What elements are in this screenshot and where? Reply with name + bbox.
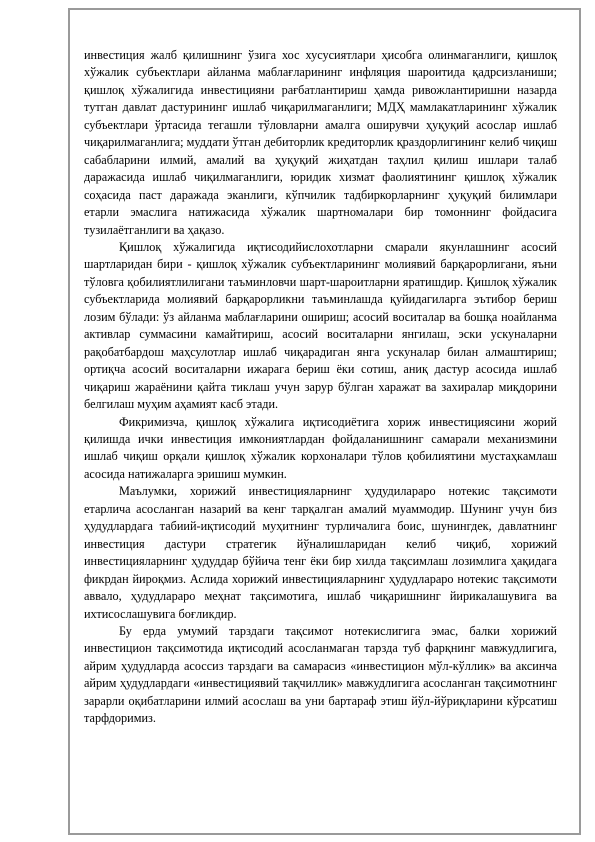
paragraph-3: Фикримизча, қишлоқ хўжалига иқтисодиётига хориж инвестициясини жорий қилишда ички инвестиция имкониятлардан фойдаланишнинг самарали механизмини ишлаб чиқиш орқали қишлоқ хўжалик корхоналари тўлов қобилиятини мустаҳкамлаш асосида натижаларга эришиш мумкин. [84, 414, 557, 481]
paragraph-5: Бу ерда умумий тарздаги тақсимот нотекислигига эмас, балки хорижий инвестицион тақсимотида иқтисодий асосланмаган тарзда туб фарқнинг мавжудлигига, айрим ҳудудларда асоссиз тарздаги ва самарасиз «инвестицион мўл-кўллик» ва аксинча айрим ҳудудлардаги «инвестициявий тақчиллик» мавжудлигига асосланган тақсимотнинг зарарли оқибатларини илмий асослаш ва уни бартараф этиш йўл-йўриқларини кўрсатиш тарфдоримиз. [84, 623, 557, 726]
document-body [84, 47, 557, 728]
paragraph-1: инвестиция жалб қилишнинг ўзига хос хусусиятлари ҳисобга олинмаганлиги, қишлоқ хўжалик субъектлари айланма маблағларининг инфляция шароитида қадрсизланиши; қишлоқ хўжалигида инвестицияни рағбатлантириш ҳамда ривожлантиришни назарда тутган давлат дастурининг ишлаб чиқарилмаганлиги; МДҲ мамлакатларининг хўжалик субъектлари ўртасида тегашли тўловларни амалга оширувчи ҳуқуқий асослар ишлаб чиқарилмаганлига; муддати ўтган дебиторлик кредиторлик қраздорлигининг келиб чиқиш сабабларини илмий, амалий ва ҳуқуқий жиҳатдан таҳлил қилиш ишлари талаб даражасида ишлаб чиқилмаганлиги, юридик хизмат фаолиятининг қишлоқ хўжалик соҳасида паст даражада эканлиги, кўпчилик тадбиркорларнинг ҳуқуқий билимлари етарли эмаслига натижасида хўжалик шартномалари бир томоннинг фойдасига тузилаётганлиги ва ҳақазо. [84, 48, 557, 237]
paragraph-2: Қишлоқ хўжалигида иқтисодийислохотларни смарали якунлашнинг асосий шартларидан бири - қишлоқ хўжалик субъектларининг молиявий барқарорлигани, яъни тўловга қобилиятлилигани таъминловчи шарт-шароитларни яратишдир. Қишлоқ хўжалик субъектларида молиявий барқарорликни таъминлашда қуйидагиларга эътибор бериш лозим бўлади: ўз айланма маблағларини ошириш; асосий воситалар ва бошқа ноайланма активлар суммасини камайтириш, асосий воситаларни янгилаш, эски ускуналарни рақобатбардош маҳсулотлар ишлаб чиқарадиган янга ускуналар билан алмаштириш; ортиқча асосий воситаларни ижарага бериш ёки сотиш, аниқ дастур асосида ишлаб чиқариш жараёнини қайта тиклаш учун зарур бўлган харажат ва захиралар миқдорини белгилаш муҳим аҳамият касб этади. [84, 239, 557, 412]
paragraph-4: Маълумки, хорижий инвестицияларнинг ҳудудилараро нотекис тақсимоти етарлича асосланган назарий ва кенг тарқалган амалий муаммодир. Шунинг учун биз ҳудудлардага табиий-иқтисодий муҳитнинг турличалига боис, шунингдек, давлатнинг инвестиция дастури стратегик йўналишларидан келиб чиқиб, хорижий инвестицияларнинг ҳудуддар бўйича тенг ёки бир хилда тақсимлаш лозимлига ҳақидага фикрдан йироқмиз. Аслида хорижий инвестицияларнинг ҳудудлараро нотекис тақсимоти аввало, ҳудудлараро меҳнат тақсимотига, ишлаб чиқаришнинг йирикалашувига ва ихтисослашувига боғликдир. [84, 484, 557, 621]
